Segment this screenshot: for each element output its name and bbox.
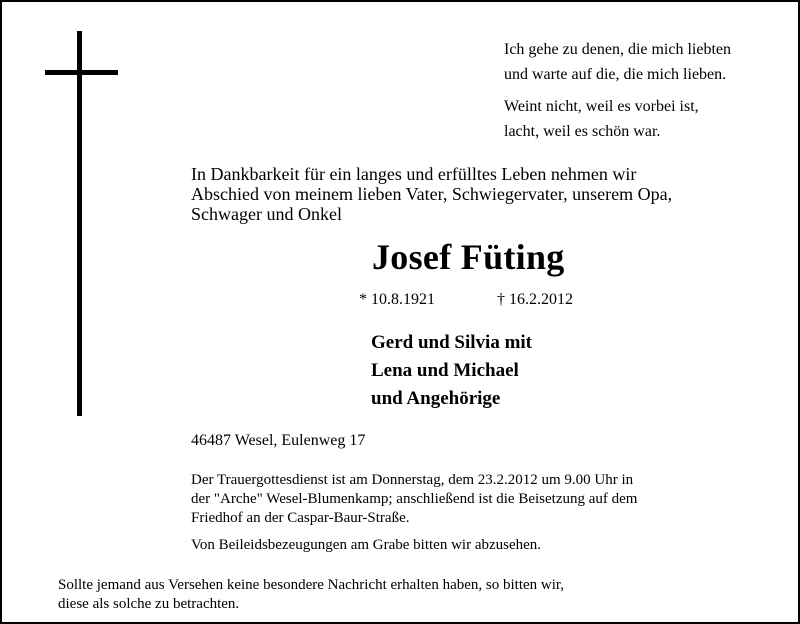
service-details (191, 471, 637, 528)
birth-date: * 10.8.1921 (359, 291, 435, 308)
condolence-note: Von Beileidsbezeugungen am Grabe bitten wir abzusehen. (191, 537, 542, 553)
notice-line: Sollte jemand aus Versehen keine besondere Nachricht erhalten haben, so bitten wir, (58, 577, 565, 593)
intro-text (191, 164, 672, 224)
mourner-line: und Angehörige (371, 388, 501, 409)
poem-stanza-2 (504, 94, 699, 144)
notice-line: diese als solche zu betrachten. (58, 596, 240, 612)
poem-line: und warte auf die, die mich lieben. (504, 66, 727, 83)
intro-line: Abschied von meinem lieben Vater, Schwiegervater, unserem Opa, (191, 184, 673, 204)
deceased-name: Josef Füting (372, 237, 565, 277)
service-line: Der Trauergottesdienst ist am Donnerstag, dem 23.2.2012 um 9.00 Uhr in (191, 472, 634, 488)
poem-line: Ich gehe zu denen, die mich liebten (504, 41, 732, 58)
address: 46487 Wesel, Eulenweg 17 (191, 432, 366, 449)
cross-icon-bar (45, 70, 118, 75)
poem-line: lacht, weil es schön war. (504, 123, 661, 140)
poem-line: Weint nicht, weil es vorbei ist, (504, 98, 699, 115)
mourner-line: Gerd und Silvia mit (371, 332, 532, 353)
service-line: Friedhof an der Caspar-Baur-Straße. (191, 510, 410, 526)
death-date: † 16.2.2012 (497, 291, 573, 308)
cross-icon (77, 31, 82, 416)
mourner-line: Lena und Michael (371, 360, 519, 381)
intro-line: Schwager und Onkel (191, 204, 342, 224)
footer-notice (58, 576, 564, 614)
mourners-list (371, 329, 532, 413)
intro-line: In Dankbarkeit für ein langes und erfülltes Leben nehmen wir (191, 164, 637, 184)
poem-stanza-1 (504, 37, 731, 87)
service-line: der "Arche" Wesel-Blumenkamp; anschließend ist die Beisetzung auf dem (191, 491, 638, 507)
